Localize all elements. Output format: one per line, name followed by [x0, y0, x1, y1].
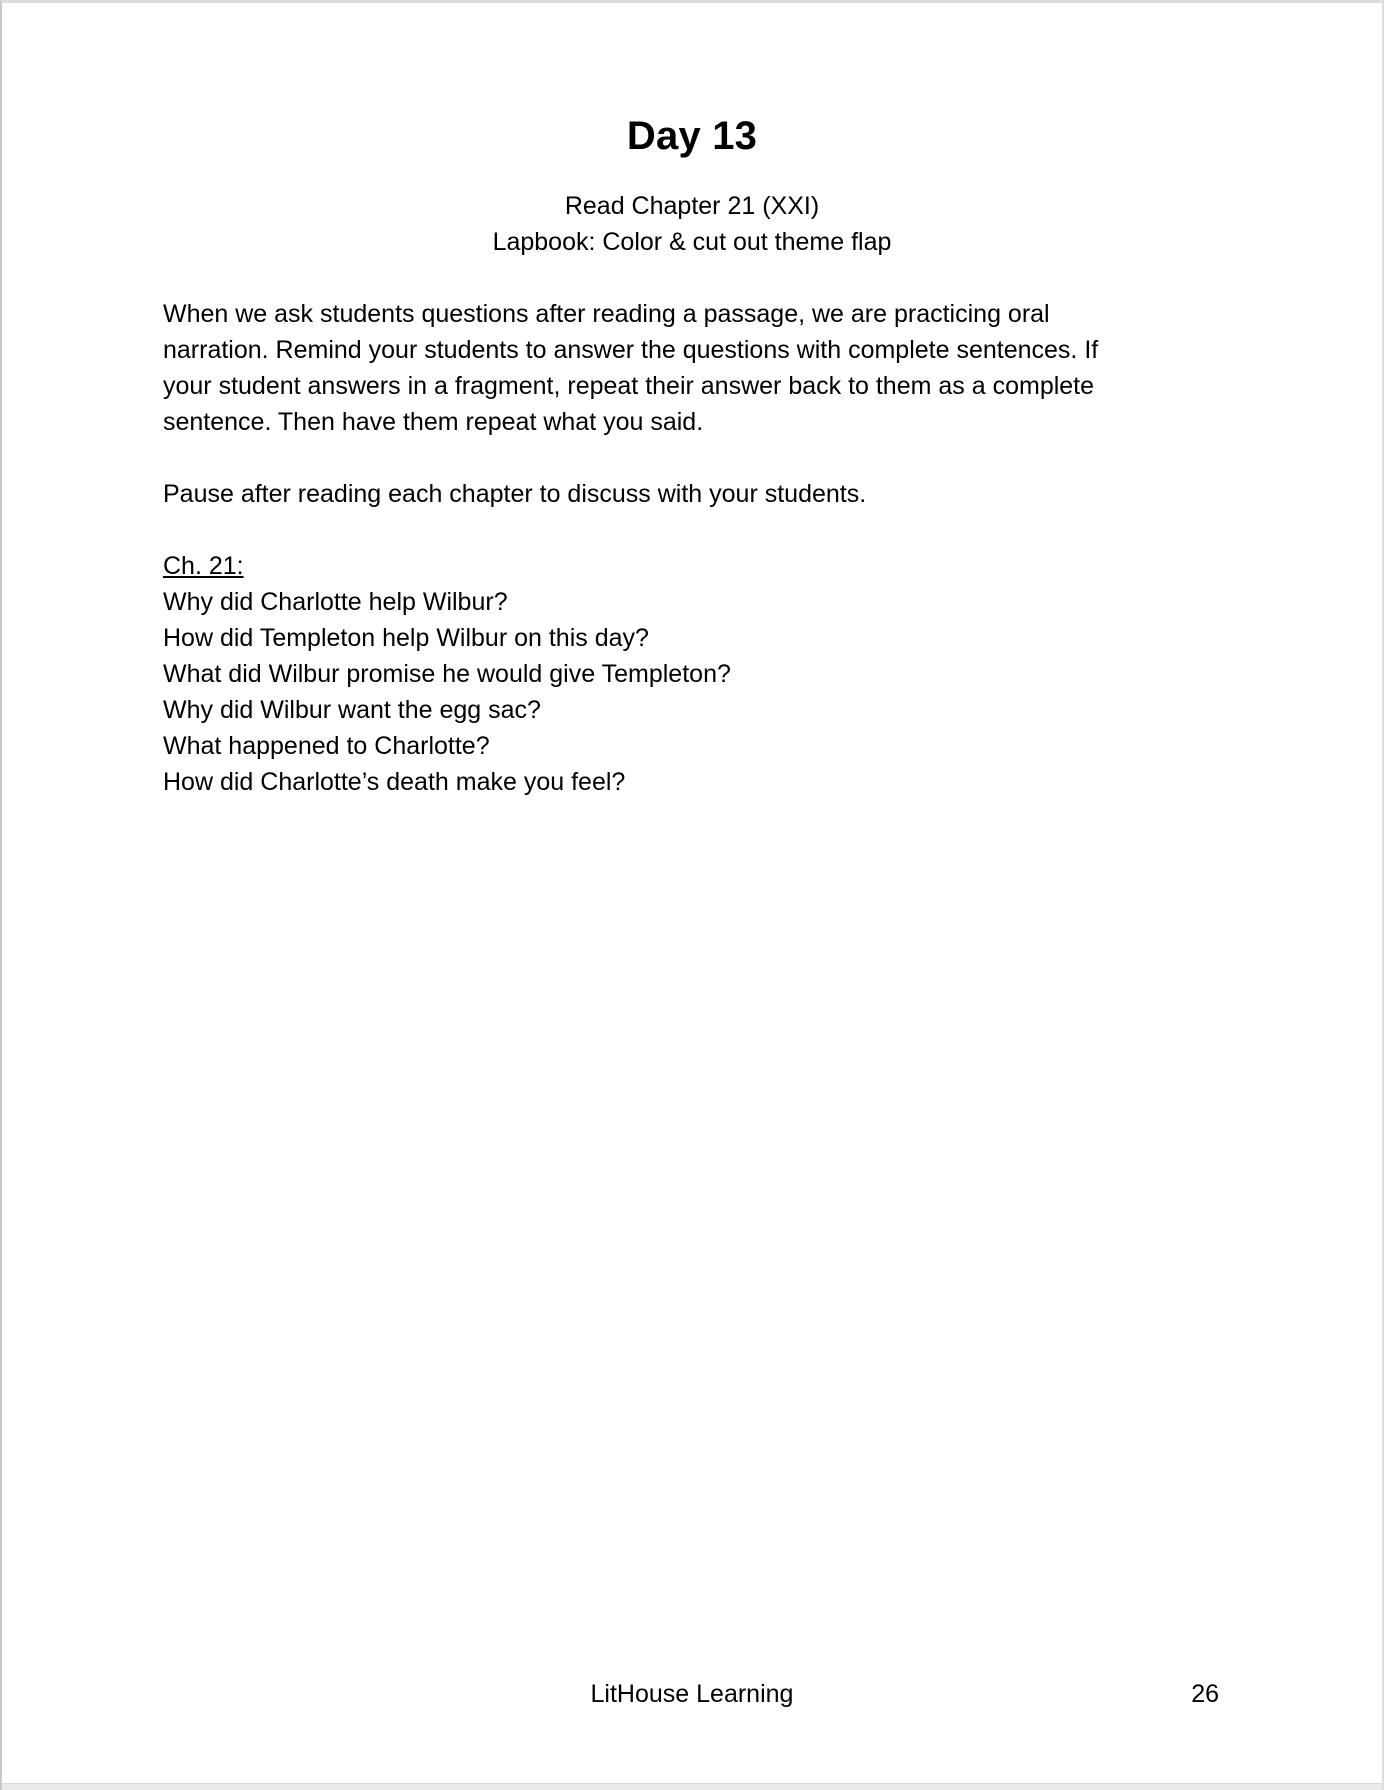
document-content	[2, 3, 1382, 800]
section-heading-chapter-21	[163, 548, 1221, 584]
question-item: What did Wilbur promise he would give Templeton?	[163, 660, 731, 688]
spacer	[163, 512, 1221, 548]
spacer	[163, 440, 1221, 476]
section-heading-text: Ch. 21:	[163, 552, 244, 580]
paragraph-line: sentence. Then have them repeat what you said.	[163, 408, 704, 436]
page-footer	[2, 1679, 1382, 1709]
question-list	[163, 584, 1221, 800]
footer-brand-text: LitHouse Learning	[590, 1680, 794, 1708]
subtitle-block	[163, 188, 1221, 260]
subtitle-reading-assignment: Read Chapter 21 (XXI)	[564, 192, 820, 220]
paragraph-pause-instruction: Pause after reading each chapter to discuss with your students.	[163, 480, 867, 508]
paragraph-line: your student answers in a fragment, repeat their answer back to them as a complete	[163, 372, 1095, 400]
footer-page-number: 26	[1191, 1680, 1219, 1708]
question-item: What happened to Charlotte?	[163, 732, 490, 760]
question-item: How did Charlotte’s death make you feel?	[163, 768, 626, 796]
spacer	[163, 260, 1221, 296]
paragraph-oral-narration	[163, 296, 1221, 440]
paragraph-line: When we ask students questions after reading a passage, we are practicing oral	[163, 300, 1050, 328]
question-item: How did Templeton help Wilbur on this day?	[163, 624, 649, 652]
subtitle-lapbook-activity: Lapbook: Color & cut out theme flap	[492, 228, 892, 256]
viewer-bottom-strip	[2, 1783, 1382, 1790]
paragraph-line: narration. Remind your students to answer the questions with complete sentences. If	[163, 336, 1099, 364]
question-item: Why did Charlotte help Wilbur?	[163, 588, 508, 616]
question-item: Why did Wilbur want the egg sac?	[163, 696, 541, 724]
page-title: Day 13	[626, 114, 758, 158]
